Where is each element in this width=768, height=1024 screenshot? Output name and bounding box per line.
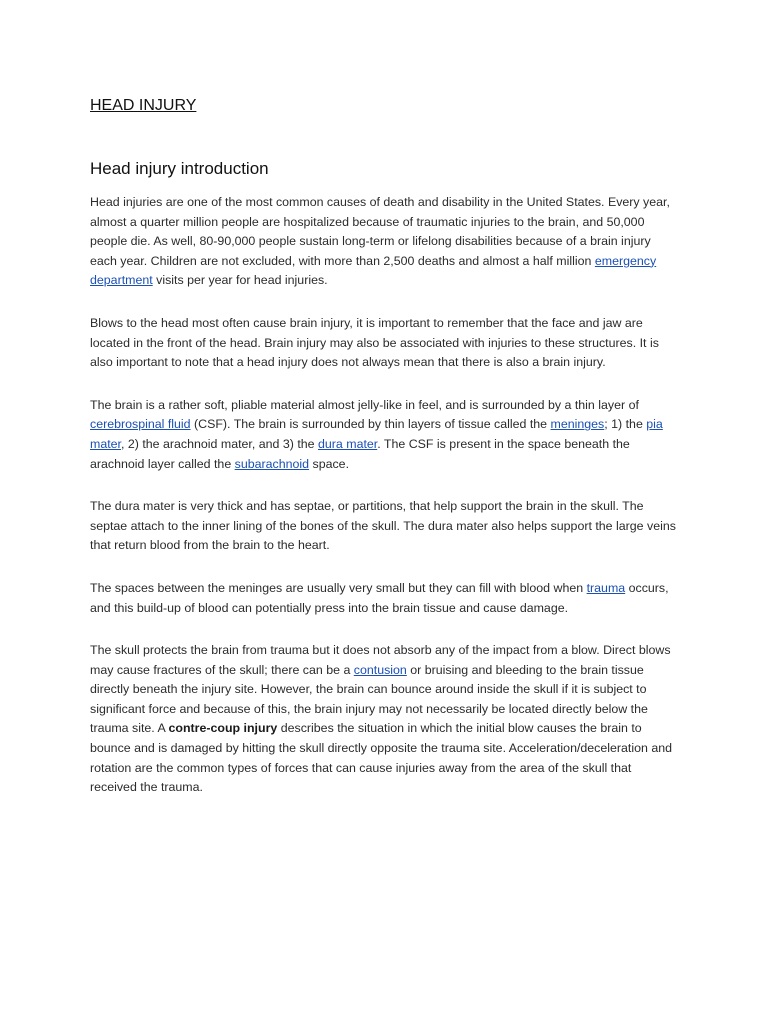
paragraph-intro	[90, 193, 680, 291]
paragraph-blows: Blows to the head most often cause brain injury, it is important to remember that the face and jaw are located in the front of the head. Brain injury may also be associated with injuries to these structures. It is also important to note that a head injury does not always mean that there is also a brain injury.	[90, 315, 659, 370]
link-dura-mater[interactable]: dura mater	[318, 436, 378, 451]
document-title: HEAD INJURY	[90, 97, 197, 114]
text-span: or bruising and bleeding to the brain tissue directly beneath the injury site. However, the brain can bounce around inside the skull if it is subject to significant force and because of this, the brain injury may not necessarily be located directly below the trauma site. A	[90, 662, 648, 736]
paragraph-skull	[90, 641, 680, 798]
text-span: visits per year for head injuries.	[152, 273, 328, 288]
text-span: space.	[309, 456, 350, 471]
link-subarachnoid[interactable]: subarachnoid	[234, 456, 310, 471]
text-span: , 2) the arachnoid mater, and 3) the	[121, 436, 318, 451]
text-span: occurs, and this build-up of blood can potentially press into the brain tissue and cause damage.	[90, 580, 669, 615]
text-span: The spaces between the meninges are usually very small but they can fill with blood when	[90, 580, 587, 595]
link-emergency-department[interactable]: emergency department	[90, 253, 657, 288]
paragraph-meninges-spaces	[90, 579, 680, 618]
text-span: (CSF). The brain is surrounded by thin layers of tissue called the	[190, 417, 551, 432]
link-pia-mater[interactable]: pia mater	[90, 417, 663, 451]
text-span: The skull protects the brain from trauma but it does not absorb any of the impact from a blow. Direct blows may cause fractures of the skull; there can be a	[90, 643, 671, 677]
link-meninges[interactable]: meninges	[550, 417, 605, 432]
text-span: ; 1) the	[604, 417, 647, 432]
link-contusion[interactable]: contusion	[353, 662, 407, 677]
paragraph-dura-mater: The dura mater is very thick and has septae, or partitions, that help support the brain in the skull. The septae attach to the inner lining of the bones of the skull. The dura mater also helps support the large veins that return blood from the brain to the heart.	[90, 499, 676, 553]
text-span: Head injuries are one of the most common causes of death and disability in the United States. Every year, almost a quarter million people are hospitalized because of traumatic injuries to the brain, and 50,000 people die. As well, 80-90,000 people sustain long-term or lifelong disabilities because of a brain injury each year. Children are not excluded, with more than 2,500 deaths and almost a half million	[90, 195, 670, 268]
link-trauma[interactable]: trauma	[586, 580, 626, 595]
bold-term-contre-coup: contre-coup injury	[168, 721, 278, 736]
text-span: describes the situation in which the initial blow causes the brain to bounce and is damaged by hitting the skull directly opposite the trauma site. Acceleration/deceleration and rotation are the common types of forces that can cause injuries away from the area of the skull that received the trauma.	[90, 721, 673, 795]
link-cerebrospinal-fluid[interactable]: cerebrospinal fluid	[90, 417, 191, 432]
paragraph-brain-anatomy	[90, 396, 680, 474]
section-heading: Head injury introduction	[90, 159, 269, 178]
text-span: . The CSF is present in the space beneath the arachnoid layer called the	[90, 436, 630, 471]
text-span: The brain is a rather soft, pliable material almost jelly-like in feel, and is surrounded by a thin layer of	[90, 397, 639, 412]
document-body	[90, 96, 680, 798]
